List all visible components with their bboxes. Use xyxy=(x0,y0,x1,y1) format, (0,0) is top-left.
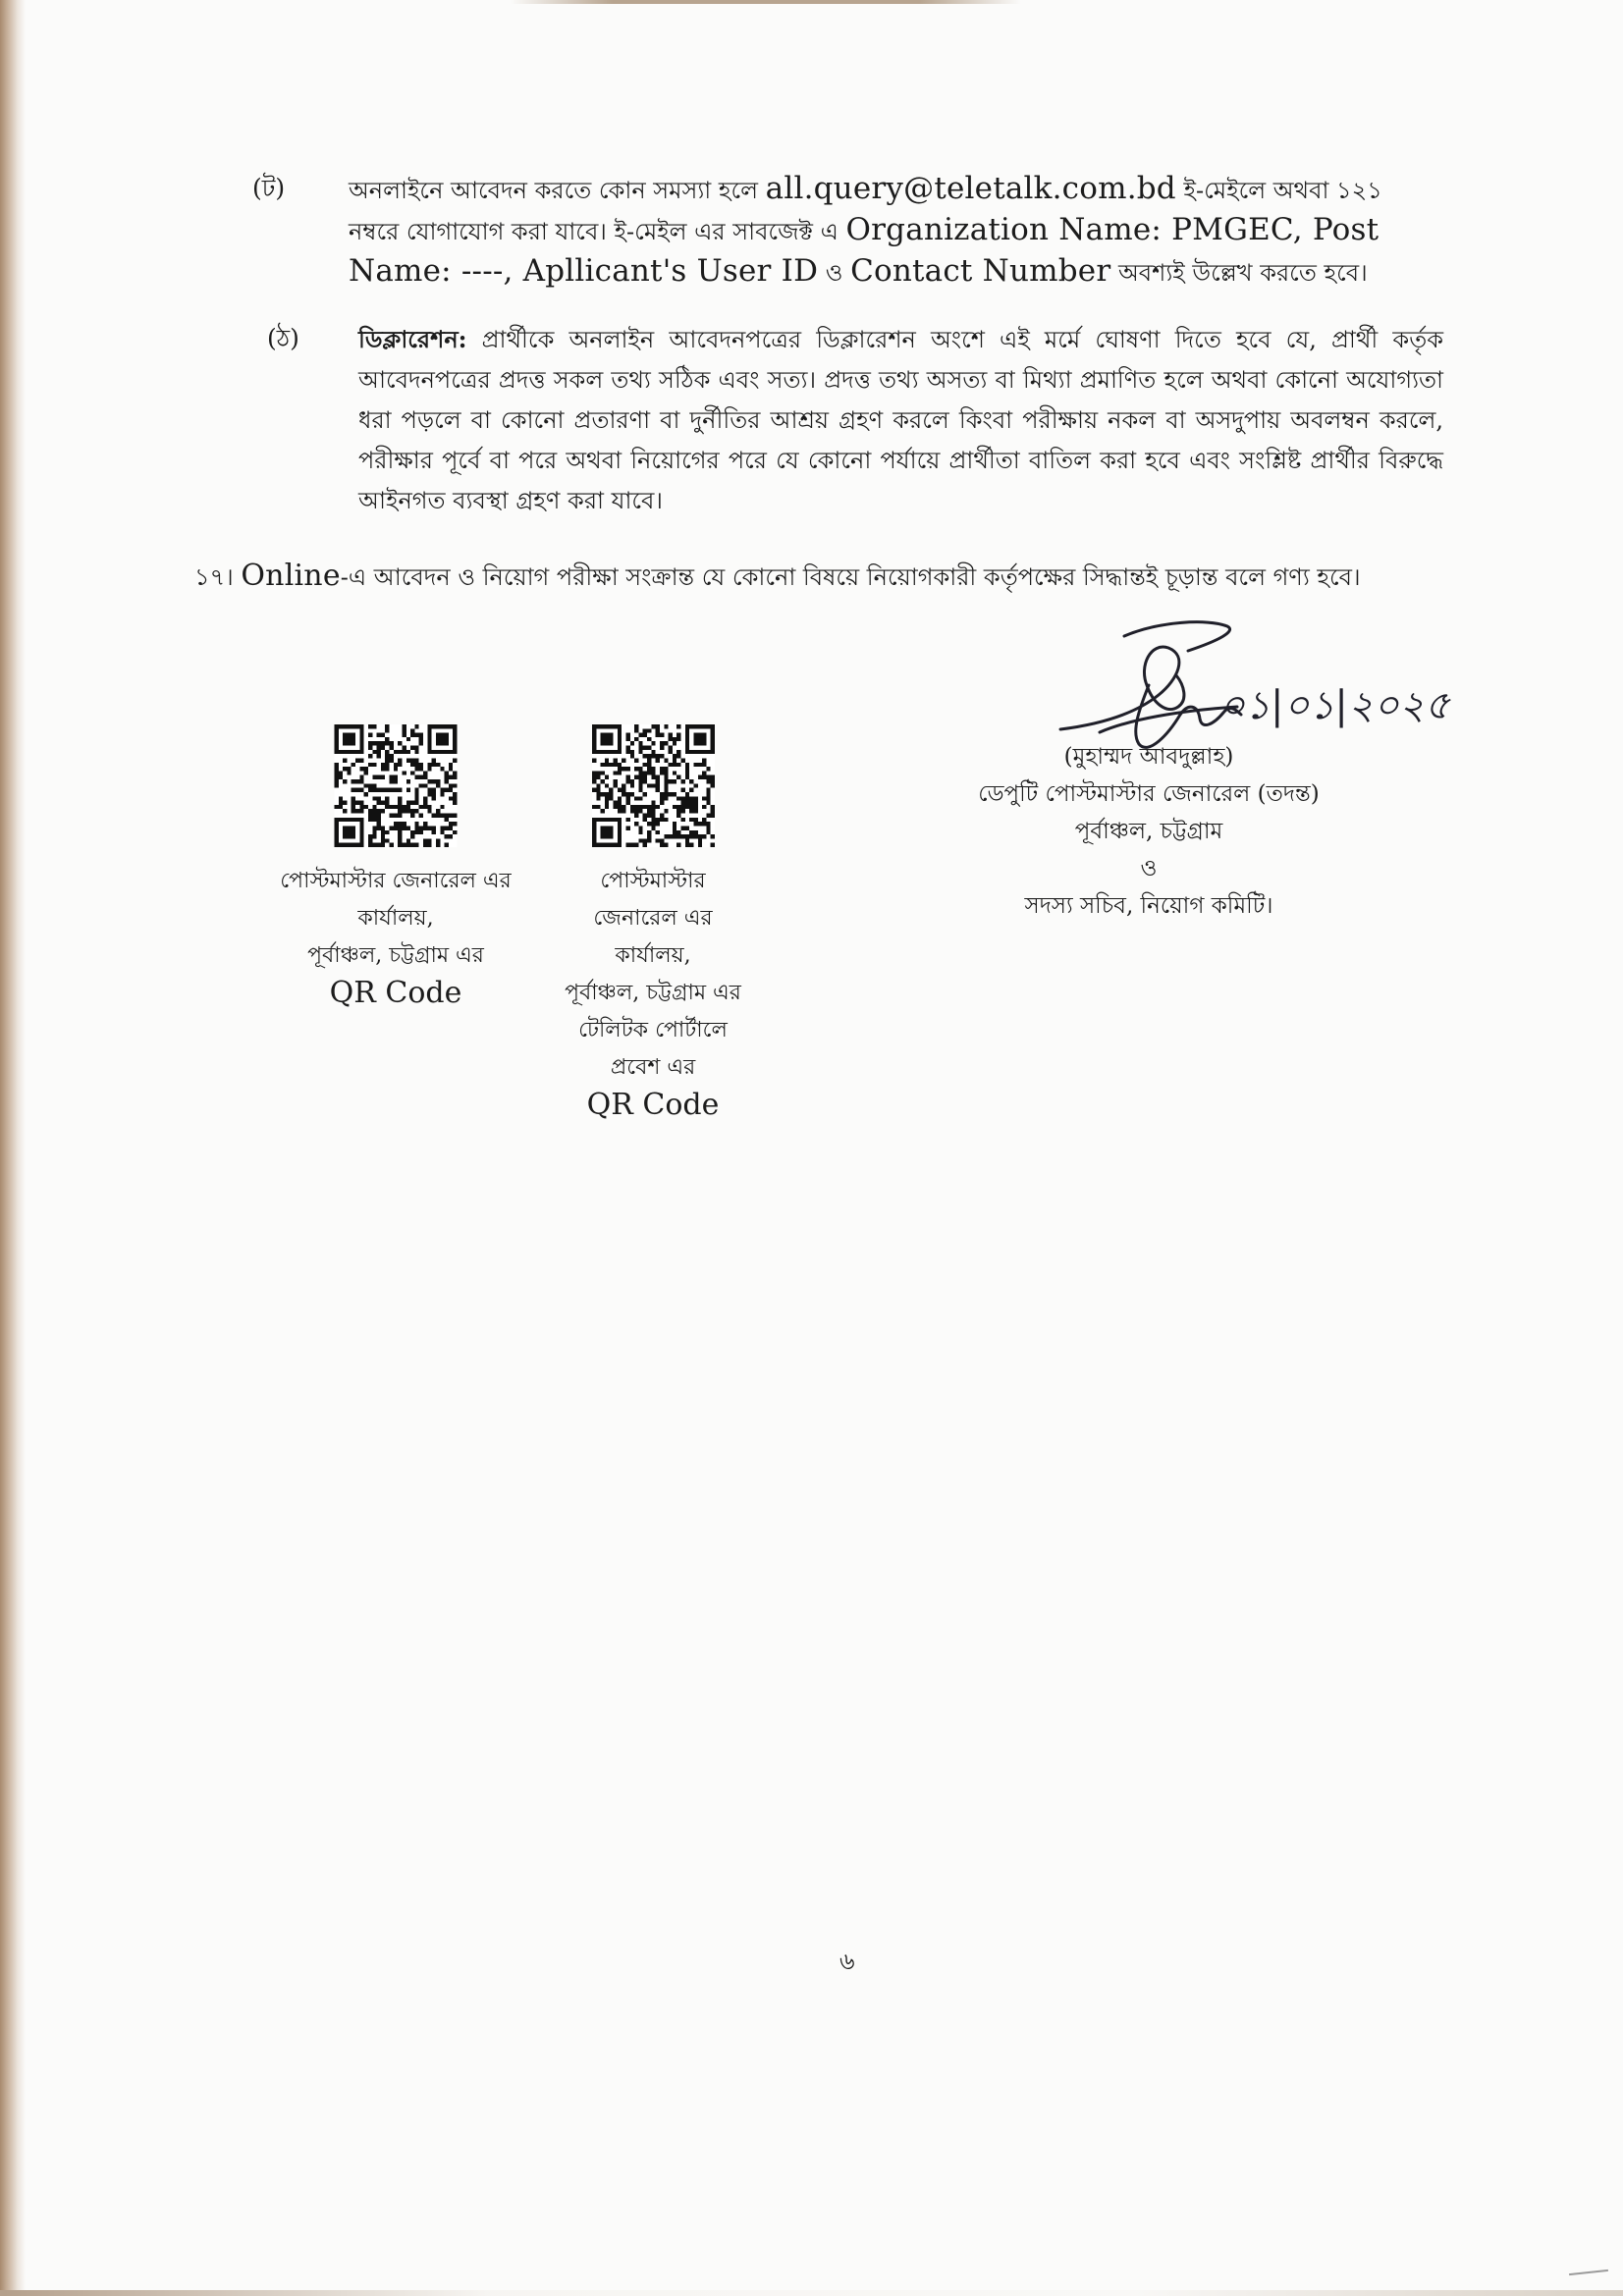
signatory-block xyxy=(943,738,1355,925)
signatory-role: সদস্য সচিব, নিয়োগ কমিটি। xyxy=(1024,893,1273,919)
item-t xyxy=(252,169,1443,293)
item-t-marker: (ট) xyxy=(252,174,286,202)
signature-date: ০১|০১|২০২৫ xyxy=(1219,683,1450,728)
scan-smudge xyxy=(1569,2269,1608,2275)
item-t-line-2: নম্বরে যোগাযোগ করা যাবে। ই-মেইল এর সাবজেক্ট এ Organization Name: PMGEC, Post xyxy=(349,212,1380,247)
item-th-body xyxy=(358,319,1443,521)
declaration-title: ডিক্লারেশন: xyxy=(358,325,467,353)
declaration-text: প্রার্থীকে অনলাইন আবেদনপত্রের ডিক্লারেশন অংশে এই মর্মে ঘোষণা দিতে হবে যে, প্রার্থী কর্তৃক আবেদনপত্রের প্রদত্ত সকল তথ্য সঠিক এবং সত্য। প্রদত্ত তথ্য অসত্য বা মিথ্যা প্রমাণিত হলে অথবা কোনো অযোগ্যতা ধরা পড়লে বা কোনো প্রতারণা বা দুর্নীতির আশ্রয় গ্রহণ করলে কিংবা পরীক্ষায় নকল বা অসদুপায় অবলম্বন করলে, পরীক্ষার পূর্বে বা পরে অথবা নিয়োগের পরে যে কোনো পর্যায়ে প্রার্থীতা বাতিল করা হবে এবং সংশ্লিষ্ট প্রার্থীর বিরুদ্ধে আইনগত ব্যবস্থা গ্রহণ করা যাবে। xyxy=(358,326,1443,514)
signatory-designation: ডেপুটি পোস্টমাস্টার জেনারেল (তদন্ত) xyxy=(978,781,1320,807)
signatory-region: পূর্বাঞ্চল, চট্টগ্রাম xyxy=(1074,819,1223,844)
item-th-marker: (ঠ) xyxy=(267,324,299,352)
qr-block-teletalk: পোস্টমাস্টার জেনারেল এর কার্যালয়, পূর্বাঞ্চল, চট্টগ্রাম এর টেলিটক পোর্টালে প্রবেশ এর QR Code xyxy=(535,724,771,1124)
signatory-conjunction: ও xyxy=(1140,856,1158,881)
item-th xyxy=(252,319,1443,521)
item-17: ১৭। Online-এ আবেদন ও নিয়োগ পরীক্ষা সংক্রান্ত যে কোনো বিষয়ে নিয়োগকারী কর্তৃপক্ষের সিদ্ধান্তই চূড়ান্ত বলে গণ্য হবে। xyxy=(194,559,1361,593)
qr-code-icon[interactable] xyxy=(332,724,460,847)
qr-code-icon[interactable] xyxy=(592,724,715,847)
signatory-name: (মুহাম্মদ আবদুল্লাহ) xyxy=(1063,744,1234,770)
support-email: all.query@teletalk.com.bd xyxy=(765,171,1176,206)
item-t-line-1: অনলাইনে আবেদন করতে কোন সমস্যা হলে all.query@teletalk.com.bd ই-মেইলে অথবা ১২১ xyxy=(349,171,1382,206)
item-t-body xyxy=(349,169,1443,293)
qr-block-office: পোস্টমাস্টার জেনারেল এর কার্যালয়, পূর্বাঞ্চল, চট্টগ্রাম এর QR Code xyxy=(253,724,538,1012)
scan-edge-top xyxy=(511,0,1021,4)
item-t-line-3: Name: ----, Apllicant's User ID ও Contact Number অবশ্যই উল্লেখ করতে হবে। xyxy=(349,253,1368,289)
scan-edge-bottom xyxy=(0,2290,1623,2296)
scan-edge-left xyxy=(0,0,26,2296)
page-number: ৬ xyxy=(839,1948,855,1975)
